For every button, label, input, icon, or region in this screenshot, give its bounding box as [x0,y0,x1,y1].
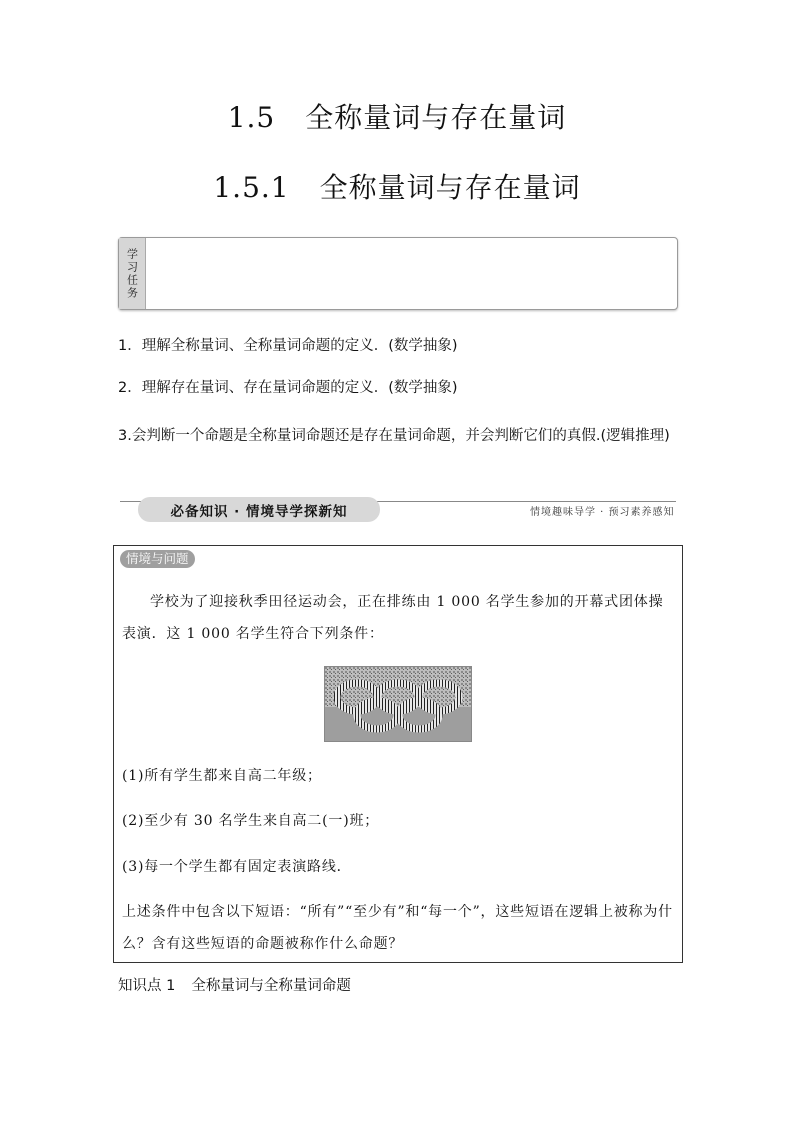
subsection-number: 1.5.1 [213,171,290,204]
subsection-title-text: 全称量词与存在量词 [319,171,581,204]
scenario-intro: 学校为了迎接秋季田径运动会，正在排练由 1 000 名学生参加的开幕式团体操表演．这 1 000 名学生符合下列条件： [122,594,664,642]
section-banner: 必备知识 · 情境导学探新知 [138,497,380,522]
section-title [0,96,794,136]
scenario-question: 上述条件中包含以下短语：“所有”“至少有”和“每一个”，这些短语在逻辑上被称为什么？含有这些短语的命题被称作什么命题？ [122,904,673,952]
condition-2: (2)至少有 30 名学生来自高二(一)班； [122,813,380,829]
subsection-title [0,166,794,206]
objective-2: 2．理解存在量词、存在量词命题的定义．(数学抽象) [118,380,458,396]
condition-3: (3)每一个学生都有固定表演路线． [122,859,352,875]
learning-task-box [118,237,678,310]
learning-task-tab: 学习任务 [119,238,146,309]
knowledge-point-label: 知识点 1 [118,978,176,994]
objective-1: 1．理解全称量词、全称量词命题的定义．(数学抽象) [118,338,458,354]
condition-1: (1)所有学生都来自高二年级； [122,768,322,784]
knowledge-point-title: 全称量词与全称量词命题 [191,978,351,994]
section-title-text: 全称量词与存在量词 [305,101,567,134]
banner-subtitle: 情境趣味导学 · 预习素养感知 [530,507,675,518]
knowledge-point-heading [118,974,351,995]
objective-3: 3.会判断一个命题是全称量词命题还是存在量词命题，并会判断它们的真假.(逻辑推理) [118,428,670,444]
olympic-rings-photo [324,666,472,742]
section-number: 1.5 [227,101,276,134]
scenario-box [113,545,683,963]
scenario-tag: 情境与问题 [120,550,195,568]
